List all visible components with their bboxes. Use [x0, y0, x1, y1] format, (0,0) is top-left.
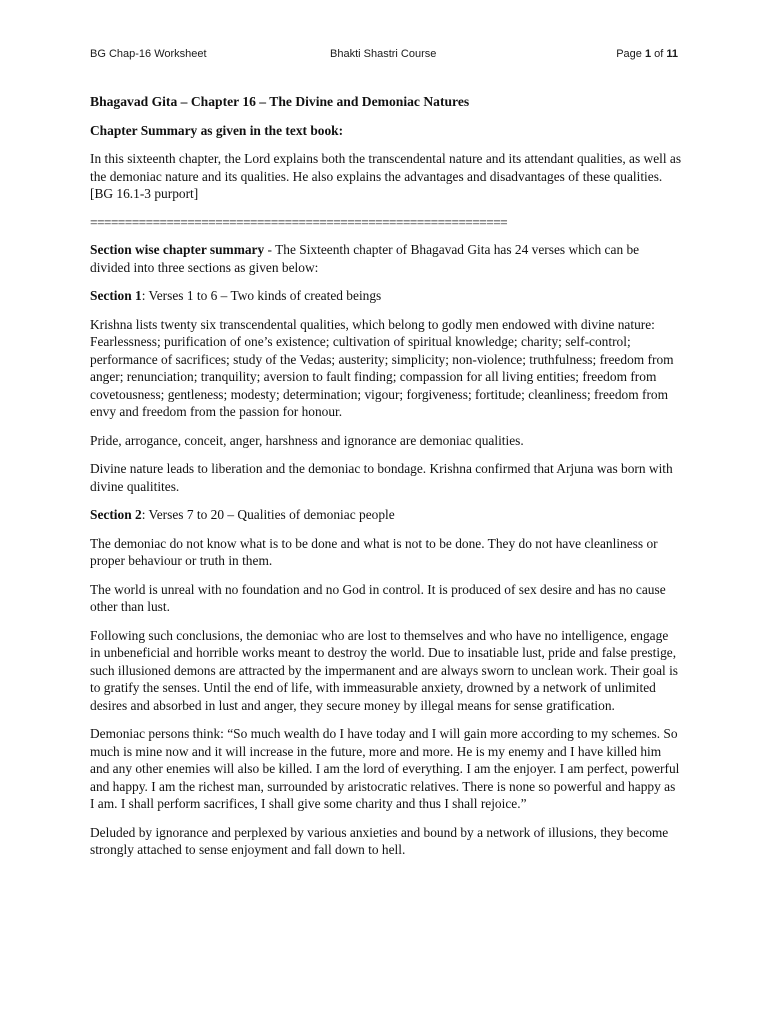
section-1-label: Section 1 [90, 288, 142, 303]
section-1-heading [90, 287, 682, 305]
paragraph-conclusions: Following such conclusions, the demoniac who are lost to themselves and who have no intelligence, engage in unbeneficial and horrible works meant to destroy the world. Due to insatiable lust, pride and false prestige, such illusioned demons are attracted by the impermanent and are always sworn to unclean work. Their goal is to gratify the senses. Until the end of life, with immeasurable anxiety, drowned by a network of unlimited desires and absorbed in lust and anger, they secure money by illegal means for sense gratification. [90, 627, 679, 713]
paragraph-demoniac-qualities: Pride, arrogance, conceit, anger, harshness and ignorance are demoniac qualities. [90, 432, 524, 448]
paragraph-demoniac-thoughts: Demoniac persons think: “So much wealth do I have today and I will gain more according to my schemes. So much is mine now and it will increase in the future, more and more. He is my enemy and I have killed him and any other enemies will also be killed. I am the lord of everything. I am the enjoyer. I am perfect, powerful and happy. I am the richest man, surrounded by aristocratic relatives. There is none so powerful and happy as I am. I shall perform sacrifices, I shall give some charity and thus I shall rejoice.” [90, 726, 680, 811]
paragraph-deluded: Deluded by ignorance and perplexed by various anxieties and bound by a network of illusions, they become strongly attached to sense enjoyment and fall down to hell. [90, 824, 669, 857]
header-page-number [616, 48, 678, 60]
section-1-text: : Verses 1 to 6 – Two kinds of created beings [141, 288, 382, 303]
document-title: Bhagavad Gita – Chapter 16 – The Divine and Demoniac Natures [90, 94, 470, 109]
summary-paragraph: In this sixteenth chapter, the Lord explains both the transcendental nature and its attendant qualities, as well as the demoniac nature and its qualities. He also explains the advantages and disadvantages of these qualities. [BG 16.1-3 purport] [90, 151, 682, 201]
paragraph-qualities: Krishna lists twenty six transcendental qualities, which belong to godly men endowed with divine nature: Fearlessness; purification of one’s existence; cultivation of spiritual knowledge; charity; self-control; performance of sacrifices; study of the Vedas; austerity; simplicity; non-violence; truthfulness; freedom from anger; renunciation; tranquility; aversion to fault finding; compassion for all living entities; freedom from covetousness; gentleness; modesty; determination; vigour; forgiveness; fortitude; cleanliness; freedom from envy and freedom from the passion for honour. [90, 316, 674, 419]
paragraph-world-unreal: The world is unreal with no foundation and no God in control. It is produced of sex desire and has no cause other than lust. [90, 581, 666, 614]
sectionwise-text: - The Sixteenth chapter of Bhagavad Gita has 24 verses which can be divided into three sections as given below: [90, 242, 640, 275]
page-of: of [651, 48, 667, 60]
section-2-text: : Verses 7 to 20 – Qualities of demoniac people [141, 507, 395, 522]
paragraph-liberation: Divine nature leads to liberation and the demoniac to bondage. Krishna confirmed that Arjuna was born with divine qualitites. [90, 461, 673, 494]
page-header [90, 48, 678, 64]
divider-line: ============================================================ [90, 214, 508, 230]
header-course-name: Bhakti Shastri Course [330, 48, 437, 60]
section-2-heading [90, 506, 682, 524]
paragraph-demoniac-conduct: The demoniac do not know what is to be done and what is not to be done. They do not have cleanliness or proper behaviour or truth in them. [90, 535, 658, 568]
section-2-label: Section 2 [90, 507, 142, 522]
page-prefix: Page [616, 48, 645, 60]
document-body [90, 93, 682, 870]
page-current: 1 [644, 48, 652, 60]
summary-heading: Chapter Summary as given in the text book: [90, 122, 344, 138]
sectionwise-label: Section wise chapter summary [90, 242, 265, 257]
header-doc-name: BG Chap-16 Worksheet [90, 48, 207, 60]
page-total: 11 [666, 48, 678, 60]
sectionwise-summary [90, 241, 682, 276]
